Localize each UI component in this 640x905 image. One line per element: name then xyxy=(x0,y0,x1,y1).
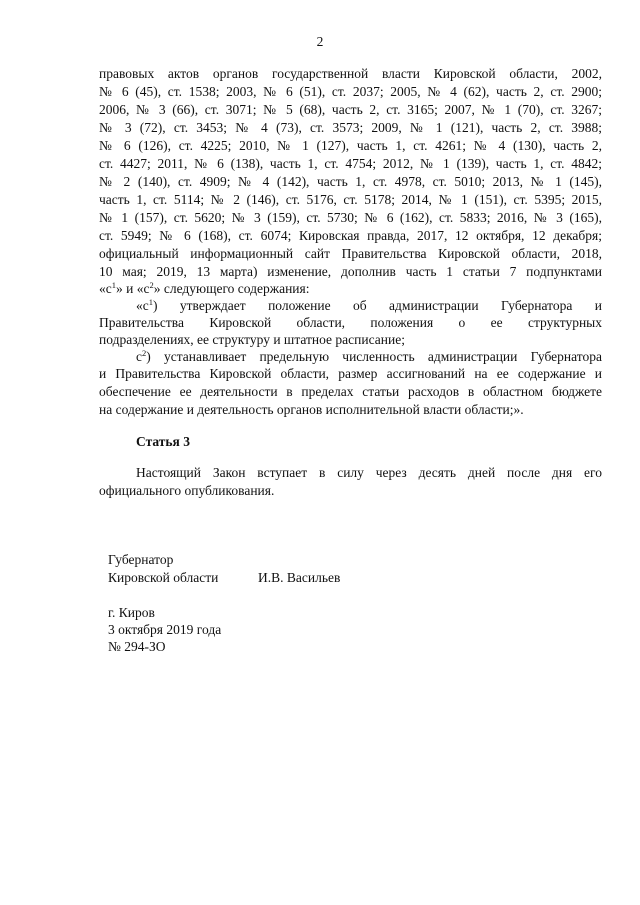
body-line: ст. 5949; № 6 (168), ст. 6074; Кировская правда, 2017, 12 октября, 12 декабря; xyxy=(99,228,602,243)
body-line: 2006, № 3 (66), ст. 3071; № 5 (68), часть 2, ст. 3165; 2007, № 1 (70), ст. 3267; xyxy=(99,102,602,117)
body-line: № 3 (72), ст. 3453; № 4 (73), ст. 3573; 2009, № 1 (121), часть 2, ст. 3988; xyxy=(99,120,602,135)
text-run: с xyxy=(136,349,142,364)
body-line: № 1 (157), ст. 5620; № 3 (159), ст. 5730; № 6 (162), ст. 5833; 2016, № 3 (165), xyxy=(99,210,602,225)
body-line: официальный информационный сайт Правительства Кировской области, 2018, xyxy=(99,246,602,261)
body-line xyxy=(99,280,310,297)
body-line: на содержание и деятельность органов исполнительной власти области;». xyxy=(99,402,524,417)
law-number: № 294-ЗО xyxy=(108,639,166,654)
signature-title: Губернатор xyxy=(108,552,174,567)
text-run: ) утверждает положение об администрации Губернатора и xyxy=(153,298,602,313)
text-run: » следующего содержания: xyxy=(153,281,310,296)
body-line: обеспечение ее деятельности в пределах статьи расходов в областном бюджете xyxy=(99,384,602,399)
text-run: » и «с xyxy=(116,281,150,296)
body-line: № 6 (45), ст. 1538; 2003, № 6 (51), ст. 2037; 2005, № 4 (62), часть 2, ст. 2900; xyxy=(99,84,602,99)
body-line: правовых актов органов государственной власти Кировской области, 2002, xyxy=(99,66,602,81)
sign-city: г. Киров xyxy=(108,605,155,620)
body-line: часть 1, ст. 5114; № 2 (146), ст. 5176, ст. 5178; 2014, № 1 (151), ст. 5395; 2015, xyxy=(99,192,602,207)
body-line: 10 мая; 2019, 13 марта) изменение, дополнив часть 1 статьи 7 подпунктами xyxy=(99,264,602,279)
superscript: 2 xyxy=(149,280,154,290)
text-run: ) устанавливает предельную численность администрации Губернатора xyxy=(146,349,602,364)
superscript: 2 xyxy=(142,348,147,358)
page-number: 2 xyxy=(316,34,324,49)
body-line: официального опубликования. xyxy=(99,483,275,498)
sign-date: 3 октября 2019 года xyxy=(108,622,222,637)
text-run: «с xyxy=(136,298,149,313)
body-line: № 6 (126), ст. 4225; 2010, № 1 (127), часть 1, ст. 4261; № 4 (130), часть 2, xyxy=(99,138,602,153)
body-line xyxy=(136,348,602,365)
body-line: Правительства Кировской области, положения о ее структурных xyxy=(99,315,602,330)
article-heading: Статья 3 xyxy=(136,434,190,449)
body-line xyxy=(136,297,602,314)
signature-name: И.В. Васильев xyxy=(258,570,341,585)
body-line: № 2 (140), ст. 4909; № 4 (142), часть 1, ст. 4978, ст. 5010; 2013, № 1 (145), xyxy=(99,174,602,189)
superscript: 1 xyxy=(148,297,153,307)
text-run: «с xyxy=(99,281,112,296)
body-line: Настоящий Закон вступает в силу через десять дней после дня его xyxy=(136,465,602,480)
superscript: 1 xyxy=(111,280,116,290)
body-line: и Правительства Кировской области, размер ассигнований на ее содержание и xyxy=(99,366,602,381)
signature-region: Кировской области xyxy=(108,570,219,585)
body-line: ст. 4427; 2011, № 6 (138), часть 1, ст. 4754; 2012, № 1 (139), часть 1, ст. 4842; xyxy=(99,156,602,171)
body-line: подразделениях, ее структуру и штатное расписание; xyxy=(99,332,405,347)
